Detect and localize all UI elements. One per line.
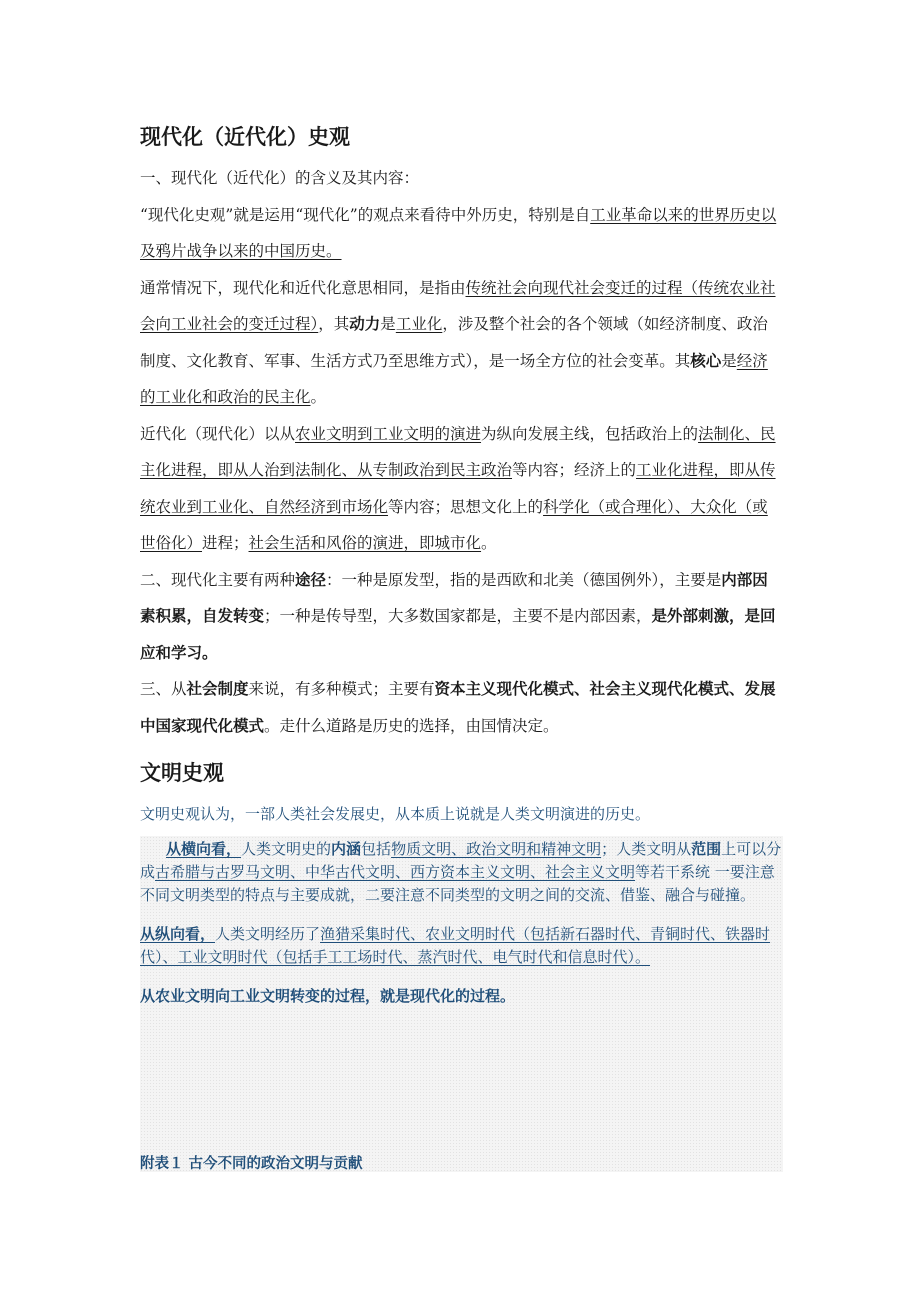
section-civilization <box>140 760 782 785</box>
paragraph-meaning <box>140 270 782 416</box>
text: ，其 <box>318 315 350 333</box>
underlined-text: 工业革命以来的世界历史以及鸦片战争以来的中国历史。 <box>140 205 777 260</box>
text: 。走什么道路是历史的选择，由国情决定。 <box>264 716 559 735</box>
modernization-body <box>140 160 782 744</box>
text: 等内容；思想文化上的 <box>388 497 544 516</box>
underlined-text: 科学化（或合理化）、大众化（或世俗化） <box>140 497 768 552</box>
text: 。 <box>310 388 327 406</box>
bold-text: 内涵 <box>331 840 362 858</box>
horizontal-view-paragraph <box>140 836 783 907</box>
text: 上可以分成 <box>140 840 782 881</box>
paragraph-models <box>140 671 782 744</box>
text: 人类文明经历了 <box>215 925 321 943</box>
text: 来说，有多种模式；主要有 <box>248 680 435 698</box>
text: 通常情况下，现代化和近代化意思相同，是指由 <box>140 278 466 297</box>
section-title-civilization: 文明史观 <box>140 760 224 785</box>
text: ；一种是传导型，大多数国家都是，主要不是内部因素， <box>264 607 652 625</box>
text: ；人类文明从 <box>601 840 692 858</box>
text: 二、现代化主要有两种 <box>140 570 296 589</box>
text: 为纵向发展主线，包括政治上的 <box>481 424 699 443</box>
text: 三、从 <box>140 680 187 698</box>
text: 等内容；经济上的 <box>512 461 637 479</box>
text: “现代化史观”就是运用“现代化”的观点来看待中外历史，特别是自 <box>140 205 591 224</box>
underlined-text: 社会生活和风俗的演进，即城市化 <box>248 534 482 552</box>
underlined-text: 工业化 <box>395 315 443 333</box>
underlined-text: 经济的工业化和政治的民主化 <box>140 351 768 406</box>
text: 是 <box>721 351 737 370</box>
paragraph-paths <box>140 562 782 672</box>
bold-text: 从纵向看， <box>140 925 216 943</box>
underlined-text: 法制化、民主化进程，即从人治到法制化、从专制政治到民主政治 <box>140 424 776 479</box>
text: 包括 <box>361 840 392 858</box>
bold-text: 途径 <box>295 569 327 589</box>
underlined-text: 古希腊与古罗马文明、中华古代文明、西方资本主义文明、社会主义文明 <box>155 863 636 881</box>
bold-text: 社会制度 <box>186 679 249 698</box>
underlined-text: 渔猎采集时代、农业文明时代（包括新石器时代、青铜时代、铁器时代）、工业文明时代（包括手工工场时代、蒸汽时代、电气时代和信息时代）。 <box>140 925 771 966</box>
section-title-modernization: 现代化（近代化）史观 <box>140 124 350 149</box>
bold-text: 是外部刺激，是回应和学习。 <box>140 606 776 662</box>
text: 近代化（现代化）以从 <box>140 424 296 443</box>
section-modernization <box>140 124 782 149</box>
heading-meaning: 一、现代化（近代化）的含义及其内容： <box>140 169 420 187</box>
bold-text: 范围 <box>691 840 722 858</box>
civilization-intro <box>140 804 782 824</box>
paragraph-content <box>140 416 782 562</box>
text: 等若干系统 一要注意不同文明类型的特点与主要成就，二要注意不同类型的文明之间的交流、借鉴、融合与碰撞。 <box>140 863 775 904</box>
table-caption: 附表１ 古今不同的政治文明与贡献 <box>140 1155 363 1172</box>
text: 是 <box>380 315 396 333</box>
text: ：一种是原发型，指的是西欧和北美（德国例外），主要是 <box>326 570 722 589</box>
text: 进程； <box>202 534 249 552</box>
underlined-text: 传统社会向现代社会变迁的过程（传统农业社会向工业社会的变迁过程） <box>140 278 776 333</box>
intro-text: 文明史观认为，一部人类社会发展史，从本质上说就是人类文明演进的历史。 <box>140 805 651 823</box>
shaded-block <box>140 836 783 1172</box>
bold-text: 核心 <box>690 350 722 370</box>
text: 人类文明史的 <box>241 840 332 858</box>
underlined-text: 农业文明到工业文明的演进 <box>295 424 482 443</box>
conclusion-text: 从农业文明向工业文明转变的过程，就是现代化的过程。 <box>140 987 516 1005</box>
text: 。 <box>481 534 497 552</box>
bold-text: 内部因素积累，自发转变 <box>140 569 768 625</box>
bold-text: 从横向看， <box>166 840 242 858</box>
bold-text: 资本主义现代化模式、社会主义现代化模式、发展中国家现代化模式 <box>140 679 776 735</box>
vertical-view-paragraph <box>140 923 783 969</box>
underlined-text: 物质文明、政治文明和精神文明 <box>391 840 602 858</box>
underlined-text: 工业化进程，即从传统农业到工业化、自然经济到市场化 <box>140 461 776 516</box>
text: ，涉及整个社会的各个领域（如经济制度、政治制度、文化教育、军事、生活方式乃至思维方式），是一场全方位的社会变革。其 <box>140 315 768 370</box>
bold-text: 动力 <box>349 314 381 333</box>
paragraph-definition <box>140 197 782 270</box>
